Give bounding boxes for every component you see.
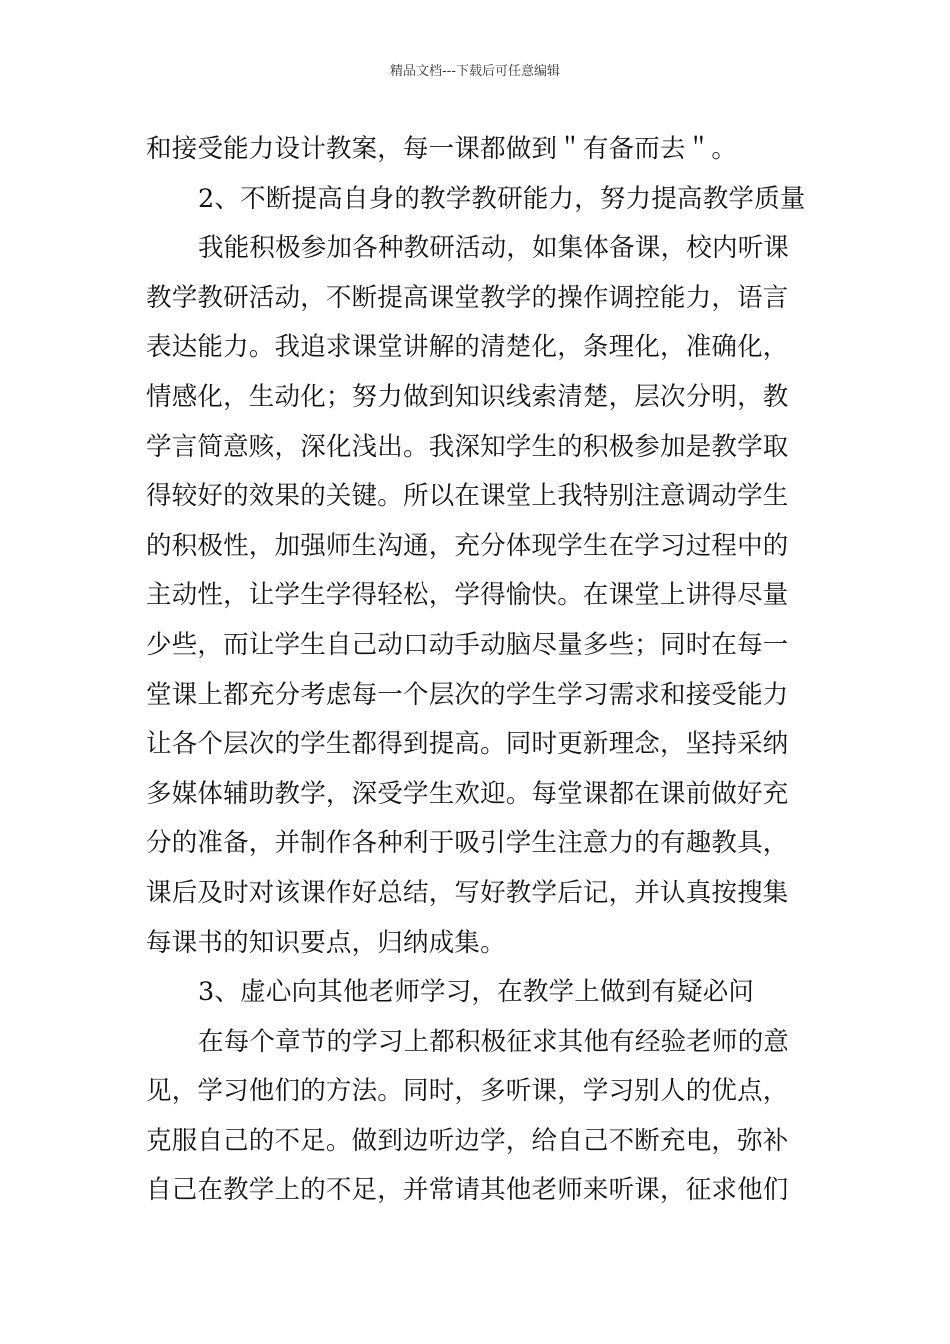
body-line: 自己在教学上的不足，并常请其他老师来听课，征求他们 — [146, 1175, 789, 1206]
body-line: 3、虚心向其他老师学习，在教学上做到有疑必问 — [198, 977, 755, 1008]
body-line: 少些，而让学生自己动口动手动脑尽量多些；同时在每一 — [146, 629, 789, 660]
body-line: 课后及时对该课作好总结，写好教学后记，并认真按搜集 — [146, 877, 789, 908]
body-line: 情感化，生动化；努力做到知识线索清楚，层次分明，教 — [146, 381, 789, 412]
body-line: 克服自己的不足。做到边听边学，给自己不断充电，弥补 — [146, 1125, 789, 1156]
body-line: 我能积极参加各种教研活动，如集体备课，校内听课 — [198, 233, 790, 264]
body-line: 教学教研活动，不断提高课堂教学的操作调控能力，语言 — [146, 282, 789, 313]
body-line: 表达能力。我追求课堂讲解的清楚化，条理化，准确化， — [146, 332, 789, 363]
body-line: 得较好的效果的关键。所以在课堂上我特别注意调动学生 — [146, 481, 789, 512]
body-line: 见，学习他们的方法。同时，多听课，学习别人的优点， — [146, 1076, 789, 1107]
body-line: 堂课上都充分考虑每一个层次的学生学习需求和接受能力 — [146, 679, 789, 710]
body-line: 让各个层次的学生都得到提高。同时更新理念，坚持采纳 — [146, 729, 789, 760]
page-header: 精品文档---下载后可任意编辑 — [389, 64, 561, 79]
body-line: 每课书的知识要点，归纳成集。 — [146, 927, 506, 958]
body-line: 主动性，让学生学得轻松，学得愉快。在课堂上讲得尽量 — [146, 580, 789, 611]
document-body — [146, 125, 810, 1216]
body-line: 学言简意赅，深化浅出。我深知学生的积极参加是教学取 — [146, 431, 789, 462]
body-line: 在每个章节的学习上都积极征求其他有经验老师的意 — [198, 1026, 790, 1057]
body-line: 分的准备，并制作各种利于吸引学生注意力的有趣教具， — [146, 828, 789, 859]
body-line: 2、不断提高自身的教学教研能力，努力提高教学质量 — [198, 183, 806, 214]
body-line: 多媒体辅助教学，深受学生欢迎。每堂课都在课前做好充 — [146, 778, 789, 809]
body-line: 和接受能力设计教案，每一课都做到＂有备而去＂。 — [146, 134, 738, 164]
body-line: 的积极性，加强师生沟通，充分体现学生在学习过程中的 — [146, 530, 789, 561]
